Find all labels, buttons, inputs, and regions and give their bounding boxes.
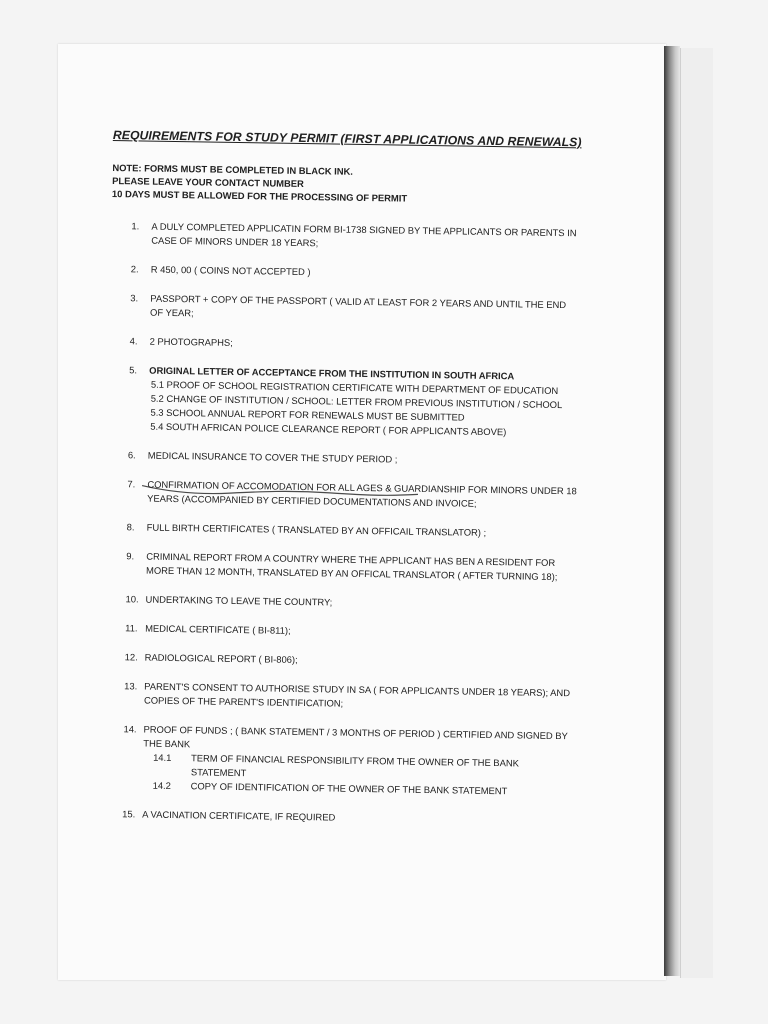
item-text: UNDERTAKING TO LEAVE THE COUNTRY; [145, 593, 333, 608]
item-number: 5. [129, 364, 138, 376]
item-number: 13. [124, 680, 138, 692]
requirement-item [103, 722, 574, 799]
item-text: A DULY COMPLETED APPLICATIN FORM BI-1738 SIGNED BY THE APPLICANTS OR PARENTS IN CASE OF MINORS UNDER 18 YEARS; [151, 220, 577, 249]
item-text: 2 PHOTOGRAPHS; [149, 335, 233, 348]
requirement-item [105, 650, 575, 671]
item-number: 15. [122, 808, 136, 820]
note-line: NOTE: FORMS MUST BE COMPLETED IN BLACK INK. [112, 161, 354, 177]
item-number: 11. [125, 622, 138, 634]
requirement-item [110, 334, 580, 355]
item-number: 7. [127, 478, 136, 490]
sub-item: 5.2 CHANGE OF INSTITUTION / SCHOOL: LETTER FROM PREVIOUS INSTITUTION / SCHOOL [150, 392, 563, 411]
item-text: PASSPORT + COPY OF THE PASSPORT ( VALID AT LEAST FOR 2 YEARS AND UNTIL THE END OF YEAR; [150, 292, 567, 319]
requirement-item [104, 679, 574, 714]
item-text: FULL BIRTH CERTIFICATES ( TRANSLATED BY AN OFFICAIL TRANSLATOR) ; [146, 521, 487, 538]
requirement-item [110, 291, 580, 326]
note-line: 10 DAYS MUST BE ALLOWED FOR THE PROCESSING OF PERMIT [111, 187, 408, 204]
requirement-item [105, 592, 575, 613]
requirement-item [111, 219, 581, 254]
item-text: PROOF OF FUNDS ; ( BANK STATEMENT / 3 MONTHS OF PERIOD ) CERTIFIED AND SIGNED BY THE BANK [143, 723, 568, 750]
item-number: 1. [131, 220, 140, 232]
item-number: 2. [130, 263, 139, 275]
item-text: ORIGINAL LETTER OF ACCEPTANCE FROM THE INSTITUTION IN SOUTH AFRICA [149, 364, 515, 382]
item-text: MEDICAL CERTIFICATE ( BI-811); [145, 622, 291, 636]
sub-item-number: 14.1 [153, 751, 172, 763]
page-edge-shadow [664, 46, 680, 976]
requirement-item [108, 448, 578, 469]
document-title: REQUIREMENTS FOR STUDY PERMIT (FIRST APPLICATIONS AND RENEWALS) [112, 128, 582, 150]
sub-item: 5.4 SOUTH AFRICAN POLICE CLEARANCE REPORT ( FOR APPLICANTS ABOVE) [150, 420, 507, 438]
item-text: PARENT'S CONSENT TO AUTHORISE STUDY IN SA ( FOR APPLICANTS UNDER 18 YEARS); AND COPIES OF THE PARENT'S IDENTIFICATION; [143, 680, 571, 709]
sub-item-text: COPY OF IDENTIFICATION OF THE OWNER OF THE BANK STATEMENT [190, 780, 508, 797]
item-text: MEDICAL INSURANCE TO COVER THE STUDY PERIOD ; [147, 449, 398, 465]
item-number: 10. [125, 593, 139, 605]
requirement-item [107, 520, 577, 541]
requirement-item [111, 262, 581, 283]
sub-item-list [150, 378, 579, 441]
item-number: 3. [130, 292, 139, 304]
item-number: 4. [129, 335, 138, 347]
sub-item-number: 14.2 [152, 779, 172, 791]
item-text: RADIOLOGICAL REPORT ( BI-806); [144, 651, 298, 665]
sub-item: 5.3 SCHOOL ANNUAL REPORT FOR RENEWALS MUST BE SUBMITTED [150, 406, 465, 423]
document-body [102, 128, 583, 843]
note-line: PLEASE LEAVE YOUR CONTACT NUMBER [112, 174, 304, 190]
requirement-item [102, 807, 572, 828]
requirements-list [102, 219, 581, 828]
item-number: 8. [126, 521, 135, 533]
item-text: CRIMINAL REPORT FROM A COUNTRY WHERE THE APPLICANT HAS BEN A RESIDENT FOR MORE THAN 12 MONTH, TRANSLATED BY AN OFFICAL TRANSLATOR ( AFTER TURNING 18); [145, 550, 558, 583]
item-text: A VACINATION CERTIFICATE, IF REQUIRED [142, 808, 336, 823]
item-text: R 450, 00 ( COINS NOT ACCEPTED ) [150, 263, 311, 278]
requirement-item [107, 477, 577, 512]
sub-item: 5.1 PROOF OF SCHOOL REGISTRATION CERTIFICATE WITH DEPARTMENT OF EDUCATION [150, 378, 559, 397]
item-text: CONFIRMATION OF ACCOMODATION FOR ALL AGES & GUARDIANSHIP FOR MINORS UNDER 18 YEARS (ACCOMPANIED BY CERTIFIED DOCUMENTATIONS AND INVOICE; [147, 478, 577, 509]
item-number: 14. [123, 723, 137, 735]
requirement-item [108, 363, 579, 440]
item-number: 12. [124, 651, 138, 663]
page-edge [680, 48, 713, 978]
requirement-item [106, 549, 576, 584]
sub-item-text: TERM OF FINANCIAL RESPONSIBILITY FROM THE OWNER OF THE BANK STATEMENT [190, 752, 519, 779]
item-number: 9. [126, 550, 135, 562]
requirement-item [105, 621, 575, 642]
item-number: 6. [127, 449, 136, 461]
notes-block [112, 161, 583, 207]
